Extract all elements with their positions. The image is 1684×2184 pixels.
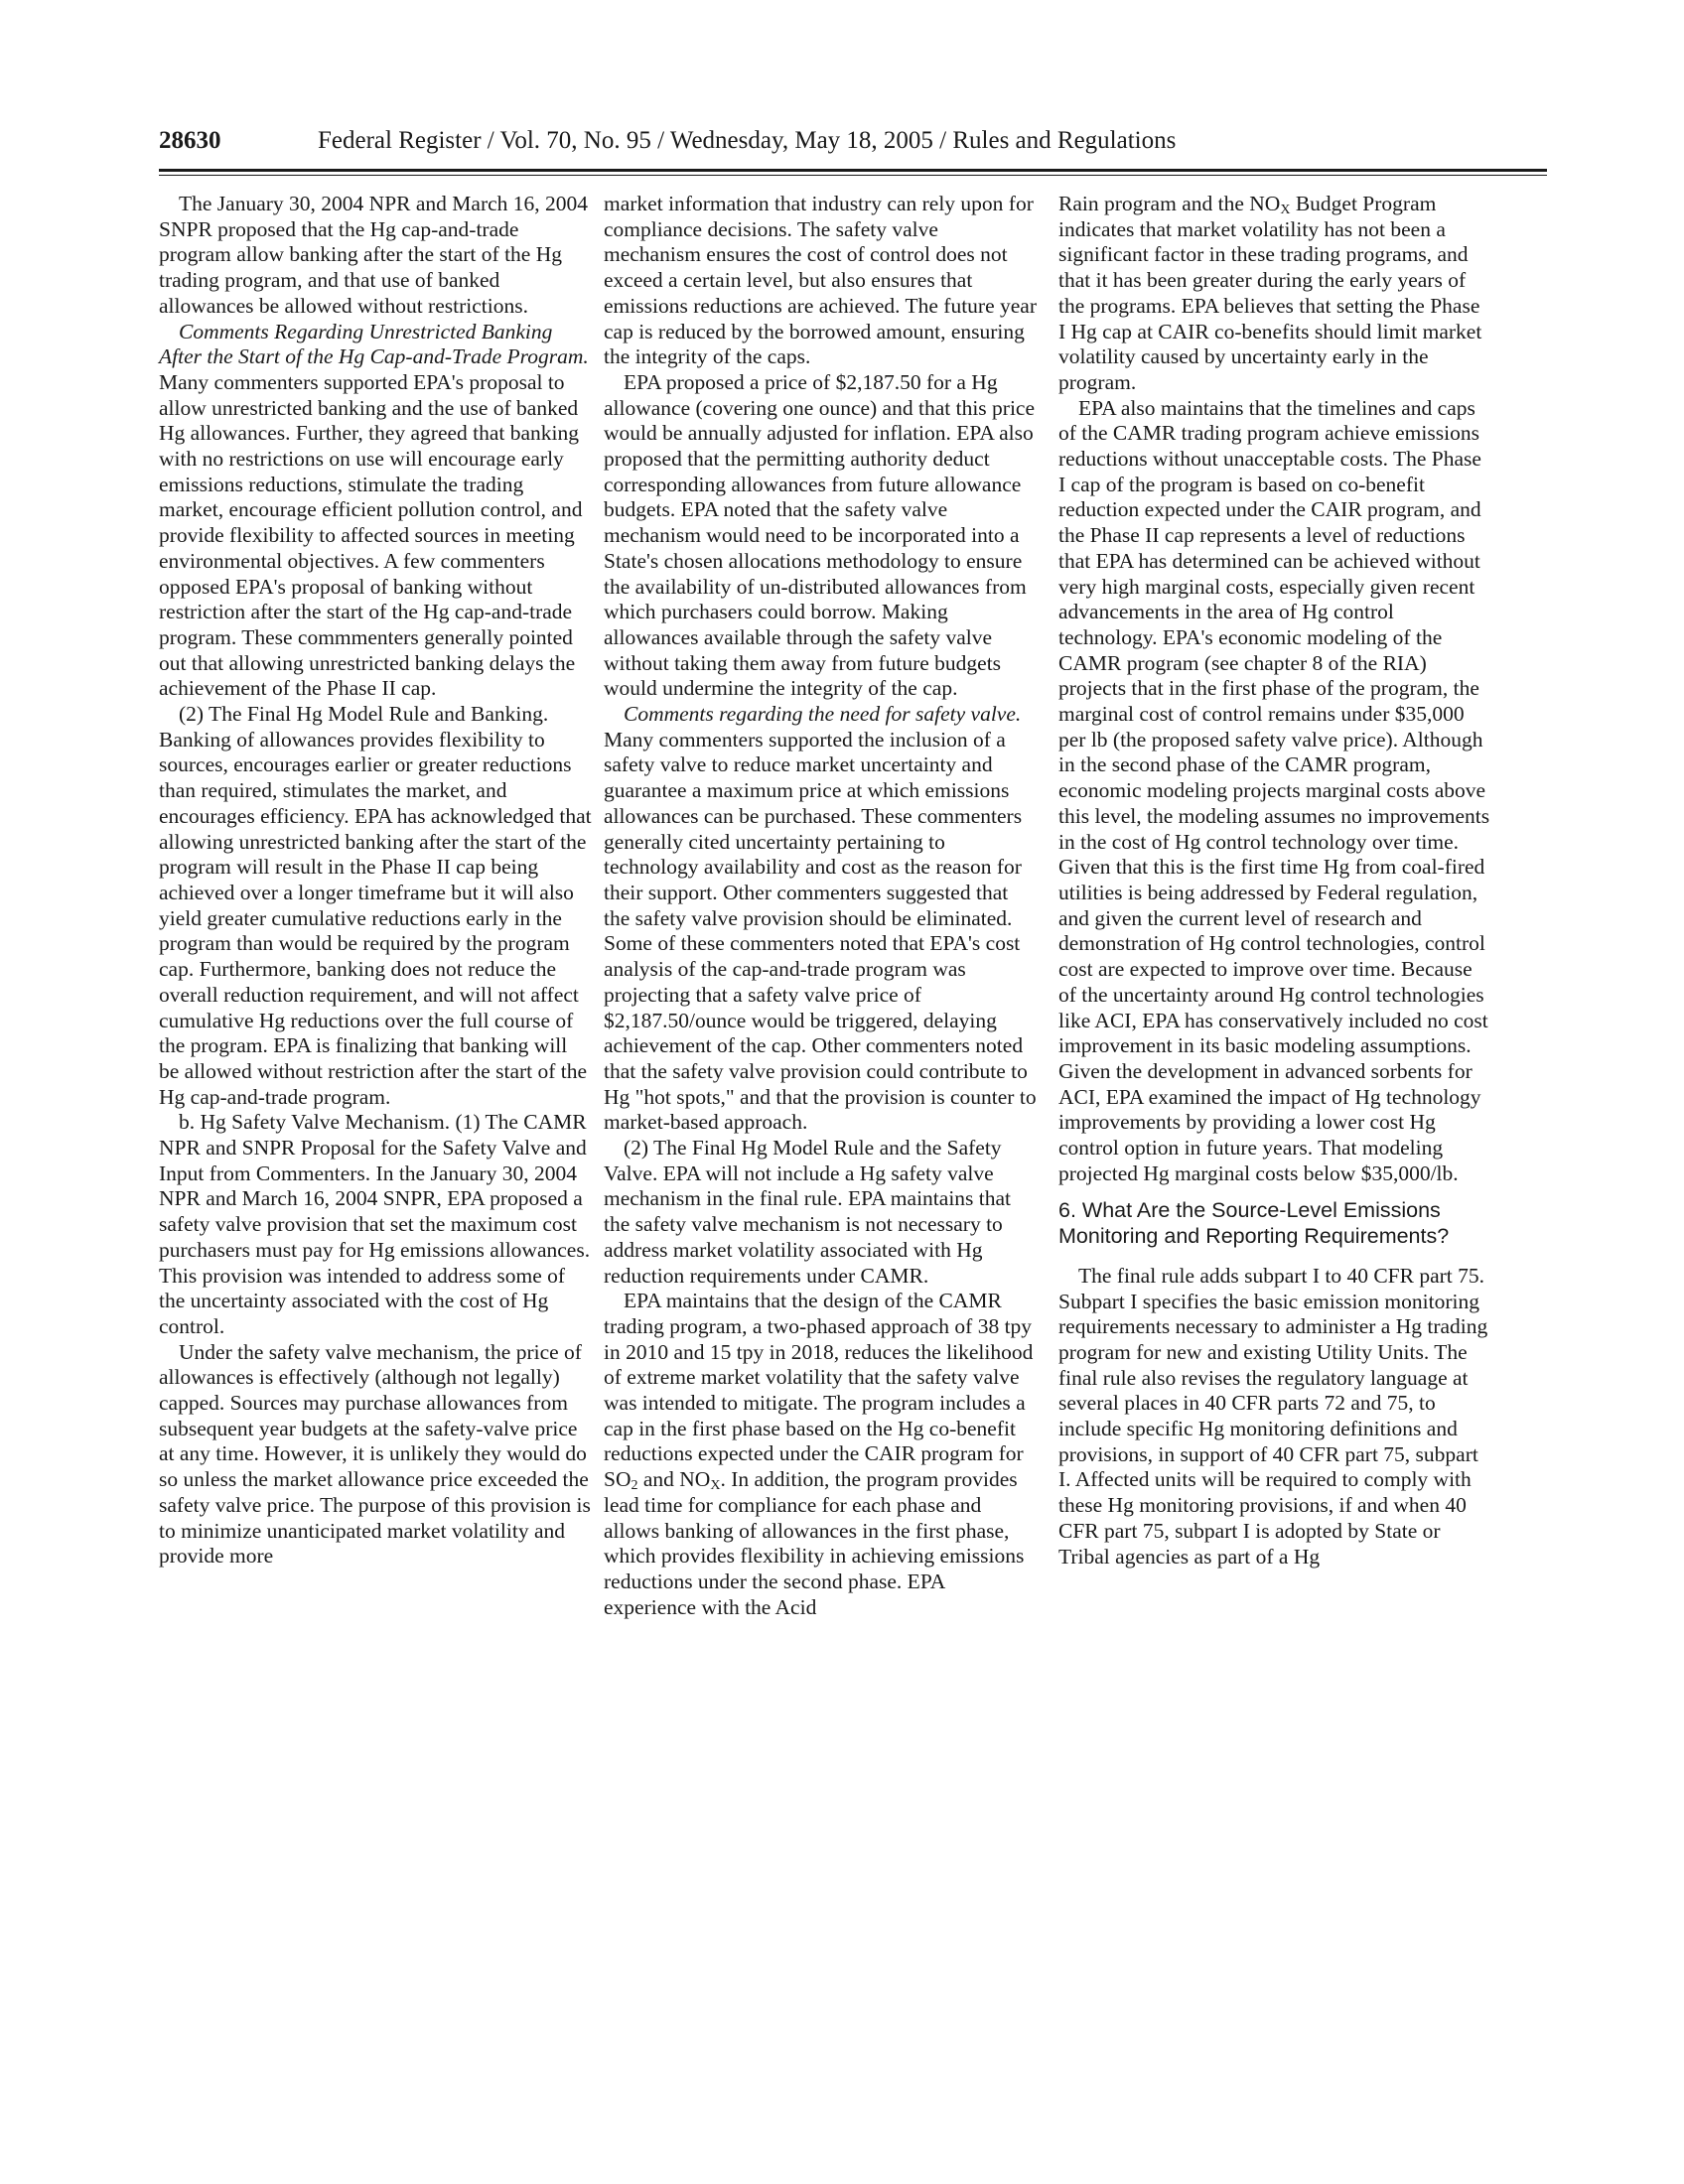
section-heading: 6. What Are the Source-Level Emissions Monitoring and Reporting Requirements? xyxy=(1058,1198,1450,1249)
body-columns xyxy=(159,192,1547,2078)
paragraph-heading: Comments Regarding Unrestricted Banking After the Start of the Hg Cap-and-Trade Program. xyxy=(159,319,589,369)
paragraph: The final rule adds subpart I to 40 CFR part 75. Subpart I specifies the basic emission monitoring requirements necessary to administer a Hg trading program for new and existing Utility Units. The final rule also revises the regulatory language at several places in 40 CFR parts 72 and 75, to include specific Hg monitoring definitions and provisions, in support of 40 CFR part 75, subpart I. Affected units will be required to comply with these Hg monitoring provisions, if and when 40 CFR part 75, subpart I is adopted by State or Tribal agencies as part of a Hg xyxy=(1058,1263,1488,1569)
paragraph: Under the safety valve mechanism, the price of allowances is effectively (although not legally) capped. Sources may purchase allowances from subsequent year budgets at the safety-valve price at any time. However, it is unlikely they would do so unless the market allowance price exceeded the safety valve price. The purpose of this provision is to minimize unanticipated market volatility and provide more xyxy=(159,1339,591,1569)
subscript: X xyxy=(1280,203,1291,217)
subscript: 2 xyxy=(631,1478,638,1494)
paragraph-text: . In addition, the program provides lead time for compliance for each phase and allows banking of allowances in the first phase, which provides flexibility in achieving emissions reductions under the second phase. EPA experience with the Acid xyxy=(604,1467,1025,1619)
paragraph-text: Many commenters supported EPA's proposal to allow unrestricted banking and the use of banked Hg allowances. Further, they agreed that banking with no restrictions on use will encourage early emissions reductions, stimulate the trading market, encourage efficient pollution control, and provide flexibility to affected sources in meeting environmental objectives. A few commenters opposed EPA's proposal of banking without restriction after the start of the Hg cap-and-trade program. These commmenters generally pointed out that allowing unrestricted banking delays the achievement of the Phase II cap. xyxy=(159,369,583,701)
paragraph-text: and NO xyxy=(637,1467,711,1492)
paragraph xyxy=(1058,192,1491,396)
paragraph: EPA proposed a price of $2,187.50 for a Hg allowance (covering one ounce) and that this price would be annually adjusted for inflation. EPA also proposed that the permitting authority deduct corresponding allowances from future allowance budgets. EPA noted that the safety valve mechanism would need to be incorporated into a State's chosen allocations methodology to ensure the availability of un-distributed allowances from which purchasers could borrow. Making allowances available through the safety valve without taking them away from future budgets would undermine the integrity of the cap. xyxy=(604,369,1035,701)
page-number: 28630 xyxy=(159,127,221,154)
column-3 xyxy=(1058,192,1491,1570)
paragraph-text: Rain program and the NO xyxy=(1058,192,1281,215)
paragraph: market information that industry can rely upon for compliance decisions. The safety valve mechanism ensures the cost of control does not exceed a certain level, but also ensures that emissions reductions are achieved. The future year cap is reduced by the borrowed amount, ensuring the integrity of the caps. xyxy=(604,192,1038,369)
paragraph: b. Hg Safety Valve Mechanism. (1) The CAMR NPR and SNPR Proposal for the Safety Valve and Input from Commenters. In the January 30, 2004 NPR and March 16, 2004 SNPR, EPA proposed a safety valve provision that set the maximum cost purchasers must pay for Hg emissions allowances. This provision was intended to address some of the uncertainty associated with the cost of Hg control. xyxy=(159,1110,591,1338)
paragraph xyxy=(604,702,1037,1136)
column-2 xyxy=(604,192,1037,1620)
paragraph-heading: Comments regarding the need for safety valve. xyxy=(624,702,1022,727)
running-head: Federal Register / Vol. 70, No. 95 / Wednesday, May 18, 2005 / Rules and Regulations xyxy=(318,127,1177,154)
page-header xyxy=(159,127,1549,167)
paragraph-text: EPA maintains that the design of the CAMR trading program, a two-phased approach of 38 tpy in 2010 and 15 tpy in 2018, reduces the likelihood of extreme market volatility that the safety valve was intended to mitigate. The program includes a cap in the first phase based on the Hg co-benefit reductions expected under the CAIR program for SO xyxy=(604,1289,1034,1492)
header-rule xyxy=(159,169,1547,172)
paragraph-text: Budget Program indicates that market volatility has not been a significant factor in these trading programs, and that it has been greater during the early years of the programs. EPA believes that setting the Phase I Hg cap at CAIR co-benefits should limit market volatility caused by uncertainty early in the program. xyxy=(1058,192,1482,394)
subscript: X xyxy=(710,1478,721,1494)
paragraph xyxy=(159,320,592,703)
header-rule-thin xyxy=(159,175,1547,176)
paragraph xyxy=(604,1289,1037,1620)
paragraph: (2) The Final Hg Model Rule and Banking. Banking of allowances provides flexibility to sources, encourages earlier or greater reductions than required, stimulates the market, and encourages efficiency. EPA has acknowledged that allowing unrestricted banking after the start of the program will result in the Phase II cap being achieved over a longer timeframe but it will also yield greater cumulative reductions early in the program than would be required by the program cap. Furthermore, banking does not reduce the overall reduction requirement, and will not affect cumulative Hg reductions over the full course of the program. EPA is finalizing that banking will be allowed without restriction after the start of the Hg cap-and-trade program. xyxy=(159,702,592,1109)
paragraph: EPA also maintains that the timelines and caps of the CAMR trading program achieve emissions reductions without unacceptable costs. The Phase I cap of the program is based on co-benefit reduction expected under the CAIR program, and the Phase II cap represents a level of reductions that EPA has determined can be achieved without very high marginal costs, especially given recent advancements in the area of Hg control technology. EPA's economic modeling of the CAMR program (see chapter 8 of the RIA) projects that in the first phase of the program, the marginal cost of control remains under $35,000 per lb (the proposed safety valve price). Although in the second phase of the CAMR program, economic modeling projects marginal costs above this level, the modeling assumes no improvements in the cost of Hg control technology over time. Given that this is the first time Hg from coal-fired utilities is being addressed by Federal regulation, and given the current level of research and demonstration of Hg control technologies, control cost are expected to improve over time. Because of the uncertainty around Hg control technologies like ACI, EPA has conservatively included no cost improvement in its basic modeling assumptions. Given the development in advanced sorbents for ACI, EPA examined the impact of Hg technology improvements by providing a lower cost Hg control option in future years. That modeling projected Hg marginal costs below $35,000/lb. xyxy=(1058,395,1490,1185)
column-1 xyxy=(159,192,592,1570)
paragraph: The January 30, 2004 NPR and March 16, 2004 SNPR proposed that the Hg cap-and-trade program allow banking after the start of the Hg trading program, and that use of banked allowances be allowed without restrictions. xyxy=(159,192,589,318)
paragraph-text: Many commenters supported the inclusion of a safety valve to reduce market uncertainty and guarantee a maximum price at which emissions allowances can be purchased. These commenters generally cited uncertainty pertaining to technology availability and cost as the reason for their support. Other commenters suggested that the safety valve provision should be eliminated. Some of these commenters noted that EPA's cost analysis of the cap-and-trade program was projecting that a safety valve price of $2,187.50/ounce would be triggered, delaying achievement of the cap. Other commenters noted that the safety valve provision could contribute to Hg "hot spots," and that the provision is counter to market-based approach. xyxy=(604,727,1037,1135)
paragraph: (2) The Final Hg Model Rule and the Safety Valve. EPA will not include a Hg safety valve mechanism in the final rule. EPA maintains that the safety valve mechanism is not necessary to address market volatility associated with Hg reduction requirements under CAMR. xyxy=(604,1136,1012,1288)
